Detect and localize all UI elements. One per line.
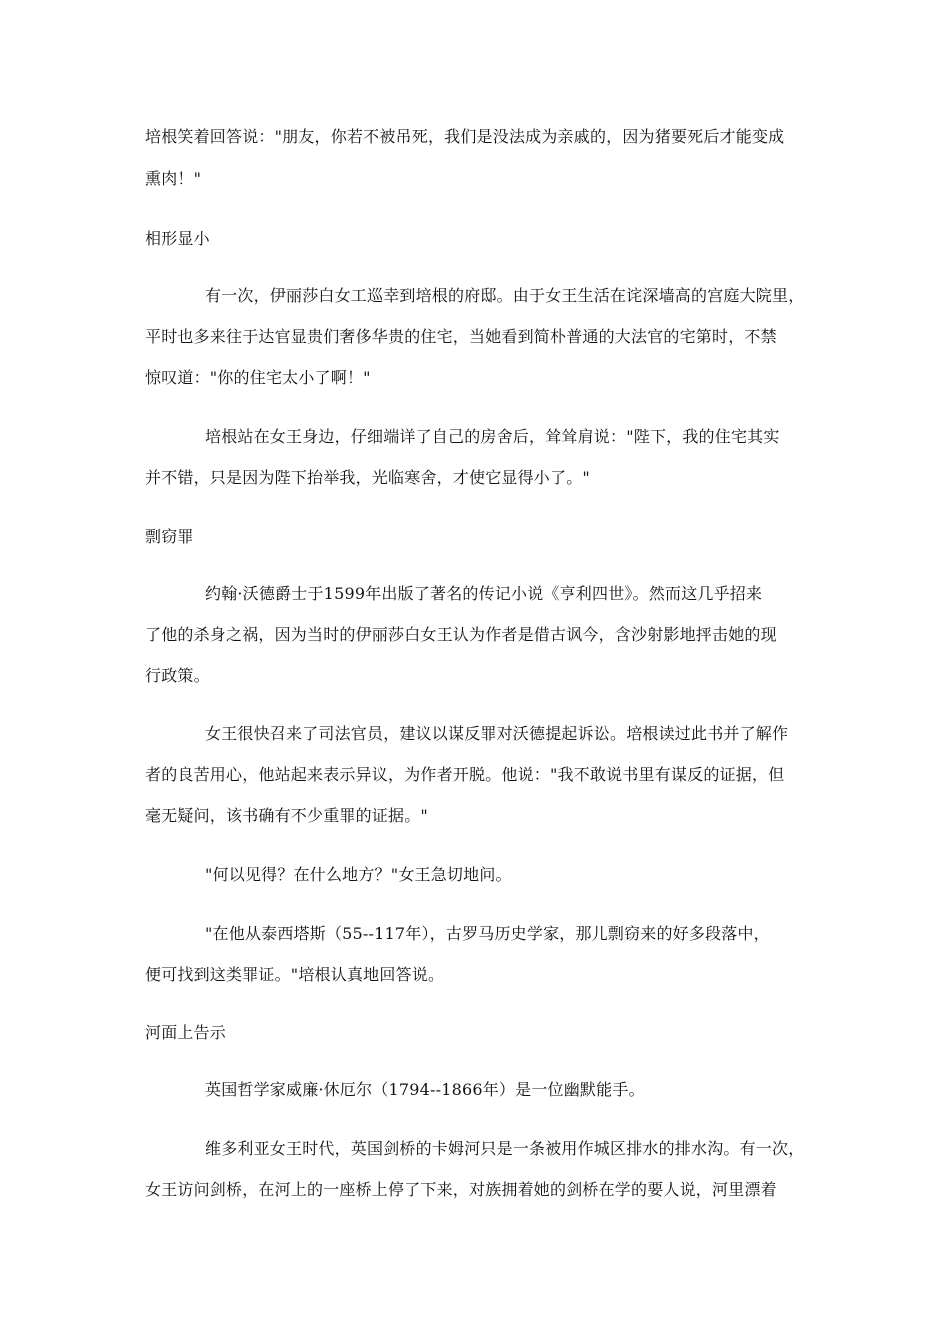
paragraph-line: 有一次，伊丽莎白女工巡幸到培根的府邸。由于女王生活在诧深墙高的宫庭大院里，: [205, 286, 805, 305]
paragraph-line: 行政策。: [145, 666, 210, 685]
paragraph-line: 约翰·沃德爵士于1599年出版了著名的传记小说《亨利四世》。然而这几乎招来: [205, 584, 763, 603]
paragraph-line: "在他从泰西塔斯（55--117年），古罗马历史学家，那儿剽窃来的好多段落中，: [205, 924, 770, 943]
paragraph-line: "何以见得？在什么地方？"女王急切地问。: [205, 865, 512, 884]
paragraph-line: 平时也多来往于达官显贵们奢侈华贵的住宅，当她看到简朴普通的大法官的宅第时，不禁: [145, 327, 777, 346]
paragraph-line: 英国哲学家威廉·休厄尔（1794--1866年）是一位幽默能手。: [205, 1080, 645, 1099]
paragraph-line: 者的良苦用心，他站起来表示异议，为作者开脱。他说："我不敢说书里有谋反的证据，但: [145, 765, 785, 784]
paragraph-line: 培根站在女王身边，仔细端详了自己的房舍后，耸耸肩说："陛下，我的住宅其实: [205, 427, 780, 446]
paragraph-line: 维多利亚女王时代，英国剑桥的卡姆河只是一条被用作城区排水的排水沟。有一次，: [205, 1139, 805, 1158]
paragraph-line: 惊叹道："你的住宅太小了啊！": [145, 368, 371, 387]
paragraph-line: 了他的杀身之祸，因为当时的伊丽莎白女王认为作者是借古讽今，含沙射影地抨击她的现: [145, 625, 777, 644]
section-heading: 剽窃罪: [145, 527, 194, 546]
section-heading: 河面上告示: [145, 1023, 227, 1042]
paragraph-line: 女王很快召来了司法官员，建议以谋反罪对沃德提起诉讼。培根读过此书并了解作: [205, 724, 789, 743]
paragraph-line: 女王访问剑桥，在河上的一座桥上停了下来，对族拥着她的剑桥在学的要人说，河里漂着: [145, 1180, 777, 1199]
paragraph-line: 培根笑着回答说："朋友，你若不被吊死，我们是没法成为亲戚的，因为猪要死后才能变成: [145, 127, 785, 146]
section-heading: 相形显小: [145, 229, 210, 248]
paragraph-line: 并不错，只是因为陛下抬举我，光临寒舍，才使它显得小了。": [145, 468, 590, 487]
paragraph-line: 毫无疑问，该书确有不少重罪的证据。": [145, 806, 428, 825]
paragraph-line: 熏肉！": [145, 169, 202, 188]
paragraph-line: 便可找到这类罪证。"培根认真地回答说。: [145, 965, 445, 984]
